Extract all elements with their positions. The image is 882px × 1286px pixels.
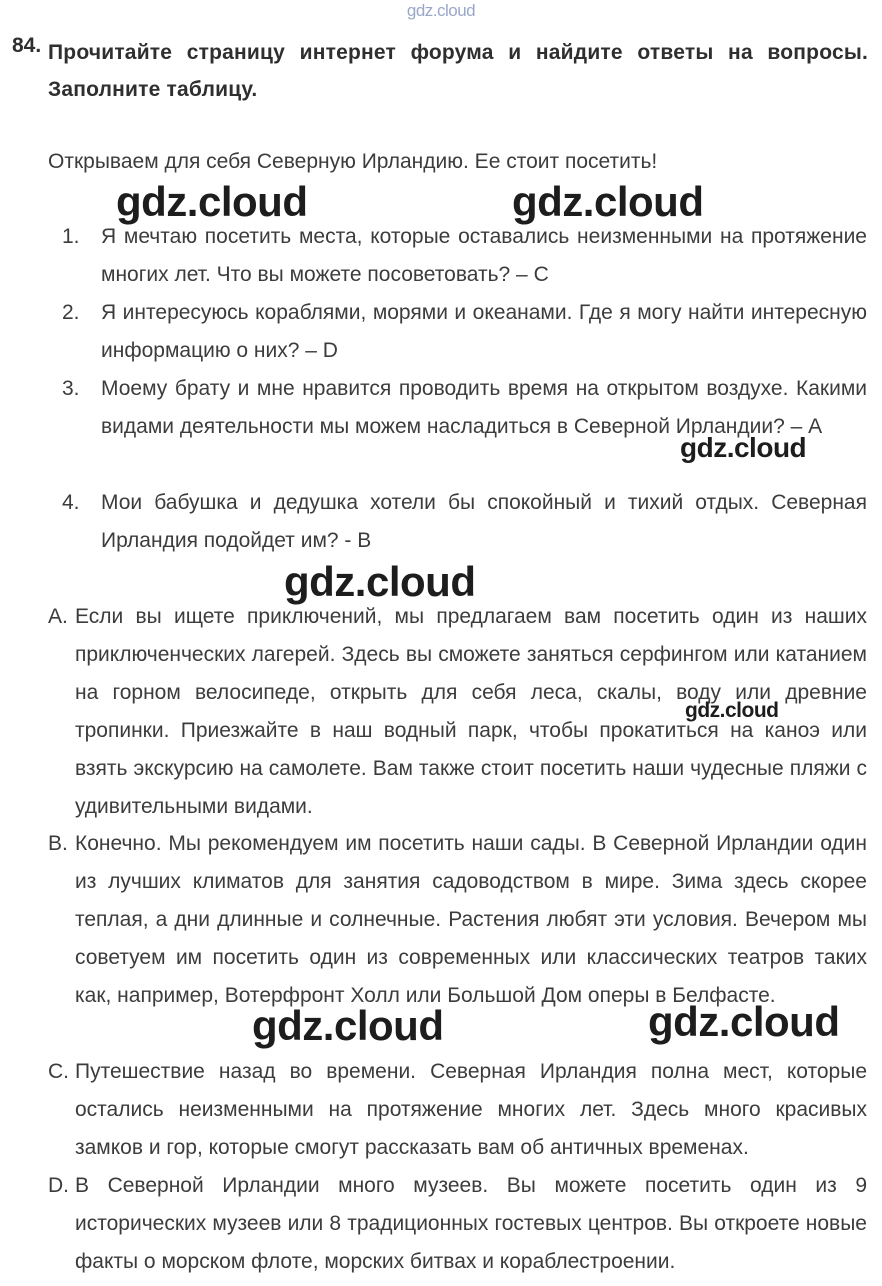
watermark: gdz.cloud bbox=[648, 998, 840, 1045]
question-number: 4. bbox=[62, 491, 80, 514]
answer-text: Если вы ищете приключений, мы предлагаем вам посетить один из наших приключенческих лагерей. Здесь вы сможете заняться серфингом или катанием на горном велосипеде, открыть для себя леса, скалы, воду или древние тропинки. Приезжайте в наш водный парк, чтобы прокатиться на каноэ или взять экскурсию на самолете. Вам также стоит посетить наши чудесные пляжи с удивительными видами. bbox=[75, 605, 867, 818]
answer-text: В Северной Ирландии много музеев. Вы можете посетить один из 9 исторических музеев или 8 традиционных гостевых центров. Вы откроете новые факты о морском флоте, морских битвах и кораблестроении. bbox=[75, 1174, 867, 1273]
answer-letter: D. bbox=[48, 1174, 69, 1197]
site-label[interactable]: gdz.cloud bbox=[406, 1, 476, 20]
watermark: gdz.cloud bbox=[685, 699, 779, 722]
answer-text: Путешествие назад во времени. Северная Ирландия полна мест, которые остались неизменными на протяжение многих лет. Здесь много красивых замков и гор, которые смогут рассказать вам об античных временах. bbox=[75, 1060, 867, 1159]
answer-text: Конечно. Мы рекомендуем им посетить наши сады. В Северной Ирландии один из лучших климатов для занятия садоводством в мире. Зима здесь скорее теплая, а дни длинные и солнечные. Растения любят эти условия. Вечером мы советуем им посетить один из современных или классических театров таких как, например, Вотерфронт Холл или Большой Дом оперы в Белфасте. bbox=[75, 832, 867, 1007]
question-text: Моему брату и мне нравится проводить время на открытом воздухе. Какими видами деятельности мы можем насладиться в Северной Ирландии? – А bbox=[101, 377, 867, 438]
watermark: gdz.cloud bbox=[284, 558, 476, 605]
question-text: Мои бабушка и дедушка хотели бы спокойный и тихий отдых. Северная Ирландия подойдет им? - В bbox=[101, 491, 867, 552]
task-number: 84. bbox=[12, 34, 42, 57]
watermark: gdz.cloud bbox=[116, 178, 308, 225]
answer-letter: С. bbox=[48, 1060, 69, 1083]
question-text: Я мечтаю посетить места, которые оставались неизменными на протяжение многих лет. Что вы можете посоветовать? – С bbox=[101, 225, 867, 286]
task-instruction: Прочитайте страницу интернет форума и найдите ответы на вопросы. Заполните таблицу. bbox=[48, 41, 868, 101]
answer-letter: В. bbox=[48, 832, 68, 855]
answer-letter: А. bbox=[48, 605, 68, 628]
watermark: gdz.cloud bbox=[680, 432, 807, 463]
question-number: 2. bbox=[62, 301, 80, 324]
question-text: Я интересуюсь кораблями, морями и океанами. Где я могу найти интересную информацию о них? – D bbox=[101, 301, 867, 362]
question-number: 1. bbox=[62, 225, 80, 248]
question-number: 3. bbox=[62, 377, 80, 400]
watermark: gdz.cloud bbox=[252, 1002, 444, 1049]
intro-text: Открываем для себя Северную Ирландию. Ее стоит посетить! bbox=[48, 150, 658, 173]
watermark: gdz.cloud bbox=[512, 178, 704, 225]
